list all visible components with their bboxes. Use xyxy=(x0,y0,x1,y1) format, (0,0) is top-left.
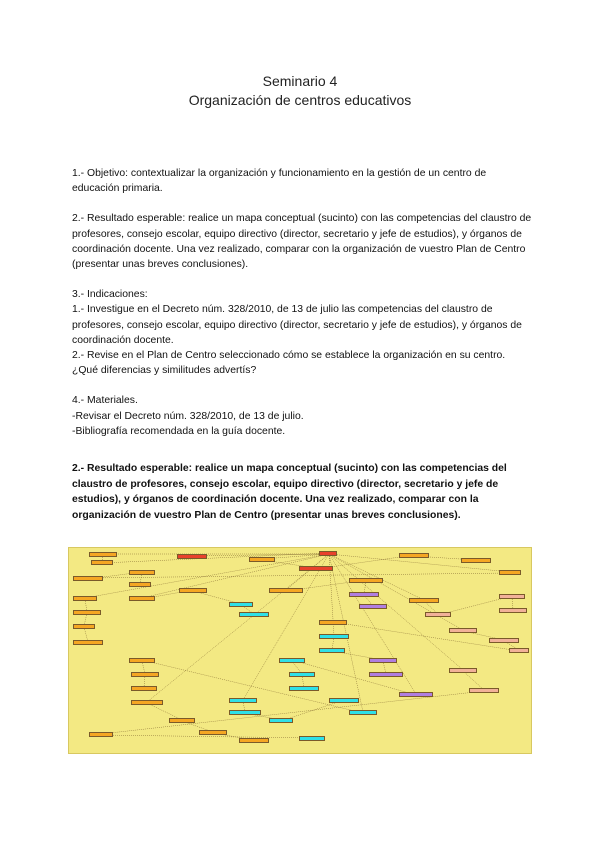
concept-map-node xyxy=(129,596,155,601)
concept-map-node xyxy=(131,700,163,705)
instructions-heading: 3.- Indicaciones: xyxy=(72,289,148,301)
concept-map-node xyxy=(129,570,155,575)
concept-map-node xyxy=(179,588,207,593)
concept-map-node xyxy=(289,686,319,691)
concept-map-node xyxy=(369,658,397,663)
concept-map-node xyxy=(91,560,113,565)
concept-map-connector xyxy=(142,660,363,713)
concept-map-node xyxy=(299,736,325,741)
concept-map-node xyxy=(349,578,383,583)
concept-map-node xyxy=(131,686,157,691)
concept-map-node xyxy=(269,718,293,723)
concept-map-node xyxy=(399,692,433,697)
concept-map-connector xyxy=(101,691,484,734)
concept-map-node xyxy=(169,718,195,723)
page-title xyxy=(0,72,600,110)
concept-map-node xyxy=(249,557,275,562)
concept-map-node xyxy=(489,638,519,643)
concept-map-node xyxy=(279,658,305,663)
document-body xyxy=(72,166,532,523)
material-item-1: -Revisar el Decreto núm. 328/2010, de 13 de julio. xyxy=(72,410,304,422)
concept-map-node xyxy=(199,730,227,735)
concept-map-node xyxy=(425,612,451,617)
concept-map-node xyxy=(349,592,379,597)
seminar-number: Seminario 4 xyxy=(262,73,338,89)
concept-map-connector xyxy=(102,553,328,563)
concept-map-node xyxy=(409,598,439,603)
concept-map-node xyxy=(129,658,155,663)
concept-map-node xyxy=(73,640,103,645)
concept-map-node xyxy=(359,604,387,609)
concept-map-node xyxy=(299,566,333,571)
concept-map-node xyxy=(73,596,97,601)
concept-map-node xyxy=(129,582,151,587)
concept-map-node xyxy=(499,570,521,575)
concept-map-connector xyxy=(101,735,312,738)
concept-map-node xyxy=(369,672,403,677)
concept-map-node xyxy=(349,710,377,715)
concept-map-node xyxy=(319,648,345,653)
concept-map-node xyxy=(239,612,269,617)
concept-map-node xyxy=(177,554,207,559)
concept-map-node xyxy=(239,738,269,743)
concept-map-node xyxy=(319,551,337,556)
concept-map-node xyxy=(131,672,159,677)
concept-map-node xyxy=(449,628,477,633)
concept-map-node xyxy=(499,594,525,599)
concept-map-node xyxy=(399,553,429,558)
concept-map-node xyxy=(469,688,499,693)
concept-map-node xyxy=(319,634,349,639)
concept-map-node xyxy=(289,672,315,677)
concept-map-node xyxy=(269,588,303,593)
instruction-item-2: 2.- Revise en el Plan de Centro seleccionado cómo se establece la organización en su centro. ¿Qué diferencias y similitudes advertís? xyxy=(72,350,506,377)
objective-paragraph: 1.- Objetivo: contextualizar la organización y funcionamiento en la gestión de un centro de educación primaria. xyxy=(72,168,487,195)
concept-map-node xyxy=(449,668,477,673)
concept-map-node xyxy=(229,698,257,703)
concept-map-node xyxy=(73,610,101,615)
material-item-2: -Bibliografía recomendada en la guía docente. xyxy=(72,425,286,437)
concept-map-node xyxy=(89,552,117,557)
seminar-topic: Organización de centros educativos xyxy=(188,92,412,108)
materials-heading: 4.- Materiales. xyxy=(72,395,138,407)
concept-map-node xyxy=(499,608,527,613)
concept-map-node xyxy=(89,732,113,737)
concept-map-node xyxy=(319,620,347,625)
concept-map-node xyxy=(229,710,261,715)
concept-map-node xyxy=(73,576,103,581)
concept-map-node xyxy=(509,648,529,653)
concept-map-node xyxy=(73,624,95,629)
concept-map-node xyxy=(461,558,491,563)
expected-result-bold-paragraph: 2.- Resultado esperable: realice un mapa conceptual (sucinto) con las competencias del claustro de profesores, consejo escolar, equipo directivo (director, secretario y jefe de estudios), y órganos de coordinación docente. Una vez realizado, comparar con la organización de vuestro Plan de Centro (presentar unas breves conclusiones). xyxy=(72,463,507,521)
expected-result-paragraph: 2.- Resultado esperable: realice un mapa conceptual (sucinto) con las competencias del claustro de profesores, consejo escolar, equipo directivo (director, secretario y jefe de estudios), y órganos de coordinación docente. Una vez realizado, comparar con la organización de vuestro Plan de Centro (presentar unas breves conclusiones). xyxy=(72,213,532,271)
concept-map-node xyxy=(329,698,359,703)
concept-map-connector xyxy=(333,622,519,651)
concept-map-node xyxy=(229,602,253,607)
concept-map-image xyxy=(68,547,532,754)
concept-map-connectors xyxy=(69,548,531,753)
instruction-item-1: 1.- Investigue en el Decreto núm. 328/2010, de 13 de julio las competencias del claustro de profesores, consejo escolar, equipo directivo (director, secretario y jefe de estudios), y órganos de coordinación docente. xyxy=(72,304,522,346)
concept-map-connector xyxy=(192,554,328,556)
